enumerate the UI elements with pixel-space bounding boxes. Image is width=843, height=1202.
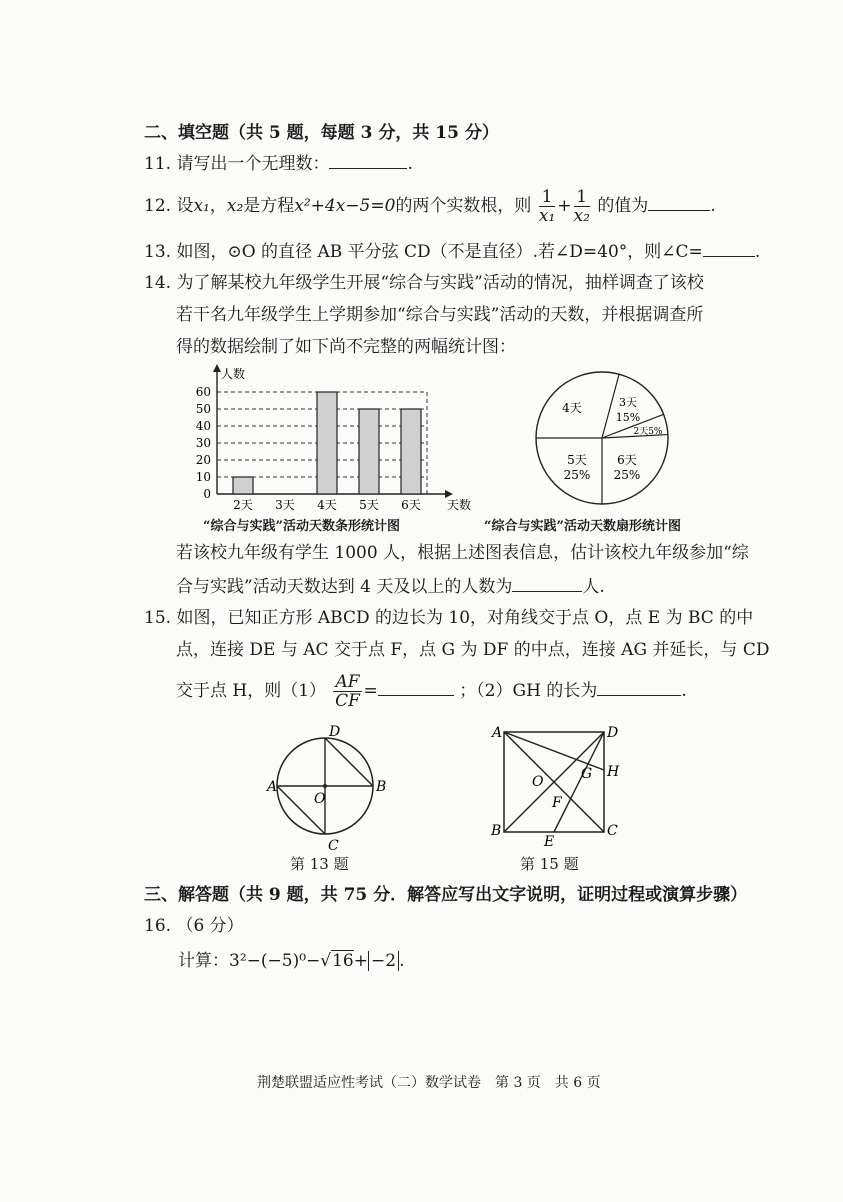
pie-chart [530, 368, 680, 508]
text: 为了解某校九年级学生开展“综合与实践”活动的情况，抽样调查了该校 [176, 273, 704, 293]
period: . [754, 242, 761, 262]
y-tick-label: 50 [195, 402, 211, 416]
question-14-line-3: 得的数据绘制了如下尚不完整的两幅统计图： [176, 337, 516, 357]
plus: + [557, 196, 572, 216]
x-tick-label: 6天 [401, 498, 421, 512]
bar [317, 392, 337, 494]
expr: 3²−(−5)⁰− [229, 951, 321, 971]
numerator: 1 [574, 188, 590, 207]
question-12 [144, 186, 716, 226]
answer-blank [512, 575, 582, 592]
y-tick-label: 20 [195, 453, 211, 467]
text: 的值为 [597, 196, 649, 216]
pie-chart-caption: “综合与实践”活动天数扇形统计图 [484, 519, 681, 534]
slice-label: 2天5% [633, 427, 663, 437]
question-15-line-2: 点，连接 DE 与 AC 交于点 F，点 G 为 DF 的中点，连接 AG 并延长，与 CD [176, 640, 770, 660]
text: ；（2）GH 的长为 [459, 681, 598, 701]
pie-divider [602, 374, 619, 438]
question-text: 如图，⊙O 的直径 AB 平分弦 CD（不是直径）.若∠D=40°，则∠C= [176, 242, 703, 262]
equals: = [363, 681, 378, 701]
x-tick-label: 3天 [275, 498, 295, 512]
y-axis-label: 人数 [221, 367, 246, 381]
question-15-line-3 [176, 670, 687, 712]
label-c: C [328, 838, 339, 852]
segment-de [554, 732, 604, 832]
label-c: C [607, 823, 618, 839]
label-d: D [329, 724, 341, 740]
label-b: B [376, 779, 387, 795]
label-a: A [267, 779, 278, 795]
period: . [407, 154, 413, 174]
label-h: H [607, 764, 620, 780]
question-number: 11. [144, 154, 172, 174]
figure-15-caption: 第 15 题 [520, 855, 579, 873]
sqrt-arg: 16 [332, 951, 354, 971]
question-number: 15. [144, 608, 172, 628]
answer-blank-1 [378, 679, 454, 696]
section-3-header: 三、解答题（共 9 题，共 75 分．解答应写出文字说明，证明过程或演算步骤） [144, 885, 748, 905]
label-o: O [532, 774, 544, 790]
y-tick-label: 40 [195, 419, 211, 433]
label-a: A [492, 725, 503, 741]
slice-percent: 25% [563, 468, 591, 482]
y-tick-label: 0 [203, 487, 211, 501]
question-15-line-1 [144, 607, 753, 629]
figure-13-caption: 第 13 题 [290, 855, 349, 873]
question-14-after-1: 若该校九年级有学生 1000 人，根据上述图表信息，估计该校九年级参加“综 [176, 543, 749, 563]
question-number: 16. [144, 916, 172, 936]
bar-chart-caption: “综合与实践”活动天数条形统计图 [203, 519, 400, 534]
question-14-line-1 [144, 272, 704, 294]
x-axis-label: 天数 [447, 498, 472, 512]
denominator: x₂ [573, 206, 590, 226]
question-13 [144, 240, 760, 263]
slice-label: 5天 [567, 453, 587, 467]
period: . [710, 196, 716, 216]
figure-13 [262, 722, 392, 852]
label-g: G [581, 766, 593, 782]
denominator: x₁ [538, 206, 556, 226]
y-tick-label: 30 [195, 436, 211, 450]
bar [359, 409, 379, 494]
text: 是方程 [243, 196, 295, 216]
question-number: 12. [144, 196, 172, 216]
question-score: （6 分） [176, 916, 244, 936]
answer-blank-2 [597, 679, 681, 696]
answer-blank [648, 194, 710, 211]
period: . [681, 681, 687, 701]
expr: + [353, 951, 368, 971]
label-e: E [544, 834, 555, 850]
center-point [323, 784, 327, 788]
numerator: 1 [539, 188, 555, 207]
page-footer: 荆楚联盟适应性考试（二）数学试卷 第 3 页 共 6 页 [257, 1075, 601, 1091]
slice-label: 3天 [619, 396, 637, 409]
label-f: F [552, 795, 562, 811]
text: ， [209, 196, 227, 216]
answer-blank [703, 240, 755, 257]
question-14-line-2: 若干名九年级学生上学期参加“综合与实践”活动的天数，并根据调查所 [176, 305, 704, 325]
text: 计算： [178, 951, 229, 971]
slice-label: 4天 [562, 401, 582, 415]
y-axis-arrow [213, 364, 221, 372]
x-tick-label: 5天 [359, 498, 379, 512]
answer-blank [329, 152, 407, 169]
section-2-header: 二、填空题（共 5 题，每题 3 分，共 15 分） [144, 123, 499, 143]
fraction-1 [539, 188, 555, 225]
bar-chart [185, 362, 475, 512]
fraction-2 [574, 188, 590, 225]
denominator: CF [335, 691, 360, 711]
y-tick-label: 10 [195, 470, 211, 484]
question-11 [144, 152, 413, 175]
text: 如图，已知正方形 ABCD 的边长为 10，对角线交于点 O，点 E 为 BC 的中 [176, 608, 754, 628]
label-b: B [491, 823, 502, 839]
question-number: 14. [144, 273, 172, 293]
var-x2: x₂ [226, 196, 244, 216]
segment-ah [504, 732, 604, 770]
slice-percent: 25% [613, 468, 641, 482]
slice-label: 6天 [617, 453, 637, 467]
numerator: AF [335, 672, 360, 692]
question-14-after-2 [176, 575, 605, 598]
x-tick-label: 2天 [233, 498, 253, 512]
slice-percent: 15% [615, 411, 641, 424]
label-d: D [607, 725, 619, 741]
label-o: O [314, 791, 326, 807]
text: 设 [176, 196, 194, 216]
equation: x²+4x−5=0 [294, 196, 396, 216]
var-x1: x₁ [193, 196, 210, 216]
y-tick-label: 60 [195, 385, 211, 399]
fraction-af-cf [333, 673, 361, 710]
question-16-expression: 计算：3²−(−5)⁰−√16+ −2 . [178, 951, 405, 971]
period: . [399, 951, 405, 971]
abs-arg: −2 [368, 951, 399, 971]
x-axis-arrow [445, 490, 453, 498]
question-16 [144, 915, 244, 937]
text: 的两个实数根，则 [395, 196, 532, 216]
x-tick-label: 4天 [317, 498, 337, 512]
figure-15 [486, 722, 626, 852]
question-number: 13. [144, 242, 172, 262]
question-text: 请写出一个无理数： [176, 154, 330, 174]
text: 交于点 H，则（1） [176, 681, 327, 701]
bar [401, 409, 421, 494]
bar [233, 477, 253, 494]
text: 合与实践”活动天数达到 4 天及以上的人数为 [176, 577, 513, 597]
text: 人. [582, 577, 605, 597]
